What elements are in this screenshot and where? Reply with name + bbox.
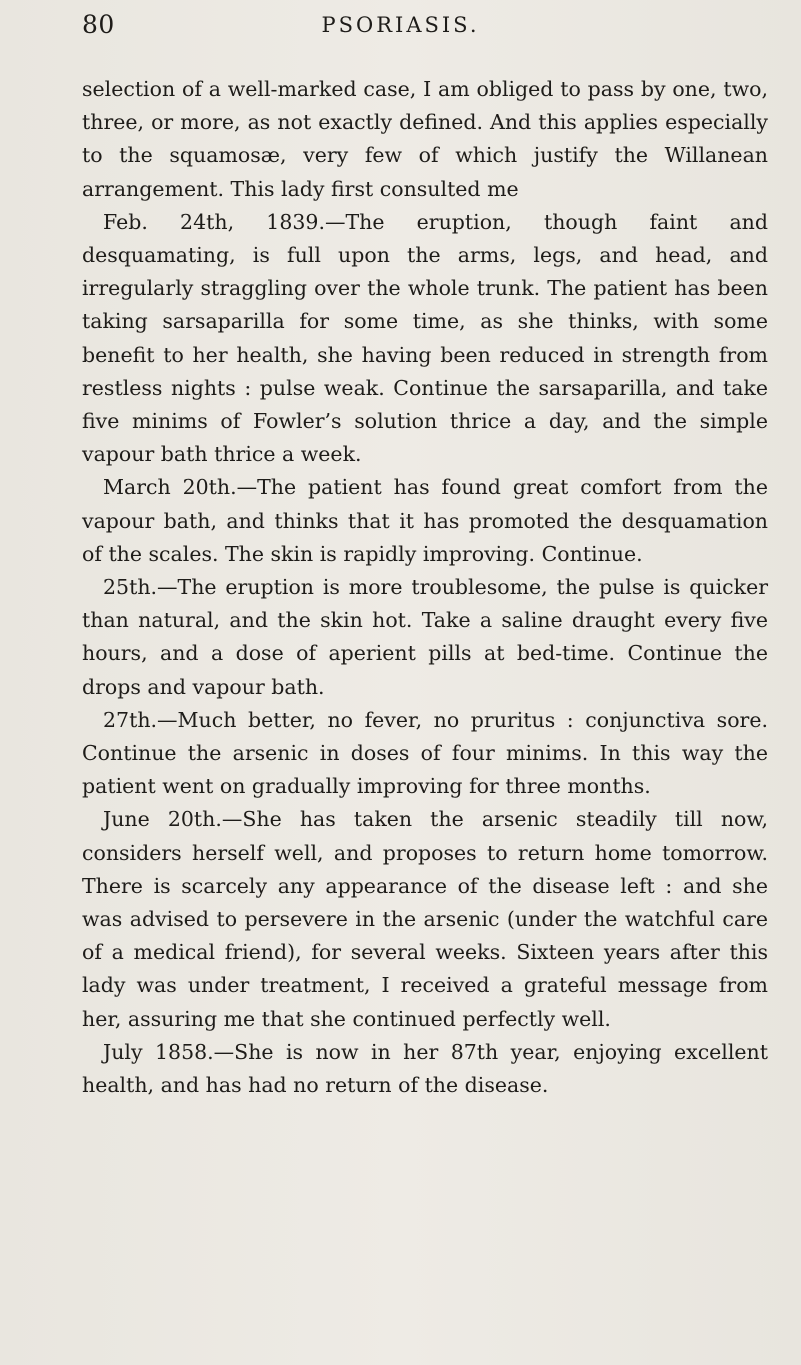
paragraph-july-1858: July 1858.—She is now in her 87th year, enjoying excellent health, and has had no return of the disease. <box>82 1039 768 1098</box>
paragraph-27th: 27th.—Much better, no fever, no pruritus : conjunctiva sore. Continue the arsenic in doses of four minims. In this way the patient went on gradually improving for three months. <box>82 707 768 799</box>
paragraph-june-20: June 20th.—She has taken the arsenic steadily till now, considers herself well, and proposes to return home tomorrow. There is scarcely any appearance of the disease left : and she was advised to persevere in the arsenic (under the watchful care of a medical friend), for several weeks. Sixteen years after this lady was under treatment, I received a grateful message from her, assuring me that she continued perfectly well. <box>82 807 768 1031</box>
running-title: PSORIASIS. <box>321 13 480 37</box>
paragraph-march-20: March 20th.—The patient has found great comfort from the vapour bath, and thinks that it has promoted the desquamation of the scales. The skin is rapidly improving. Continue. <box>82 475 768 566</box>
body-text <box>82 73 768 1102</box>
paragraph-feb-24: Feb. 24th, 1839.—The eruption, though faint and desquamating, is full upon the arms, legs, and head, and irregularly straggling over the whole trunk. The patient has been taking sarsaparilla for some time, as she thinks, with some benefit to her health, she having been reduced in strength from restless nights : pulse weak. Continue the sarsaparilla, and take five minims of Fowler’s solution thrice a day, and the simple vapour bath thrice a week. <box>82 209 768 467</box>
paragraph-continuation: selection of a well-marked case, I am obliged to pass by one, two, three, or more, as not exactly defined. And this applies especially to the squamosæ, very few of which justify the Willanean arrangement. This lady first consulted me <box>82 77 768 201</box>
page-header <box>0 8 801 48</box>
paragraph-25th: 25th.—The eruption is more troublesome, the pulse is quicker than natural, and the skin hot. Take a saline draught every five hours, and a dose of aperient pills at bed-time. Continue the drops and vapour bath. <box>82 575 768 699</box>
page-number: 80 <box>82 10 115 39</box>
